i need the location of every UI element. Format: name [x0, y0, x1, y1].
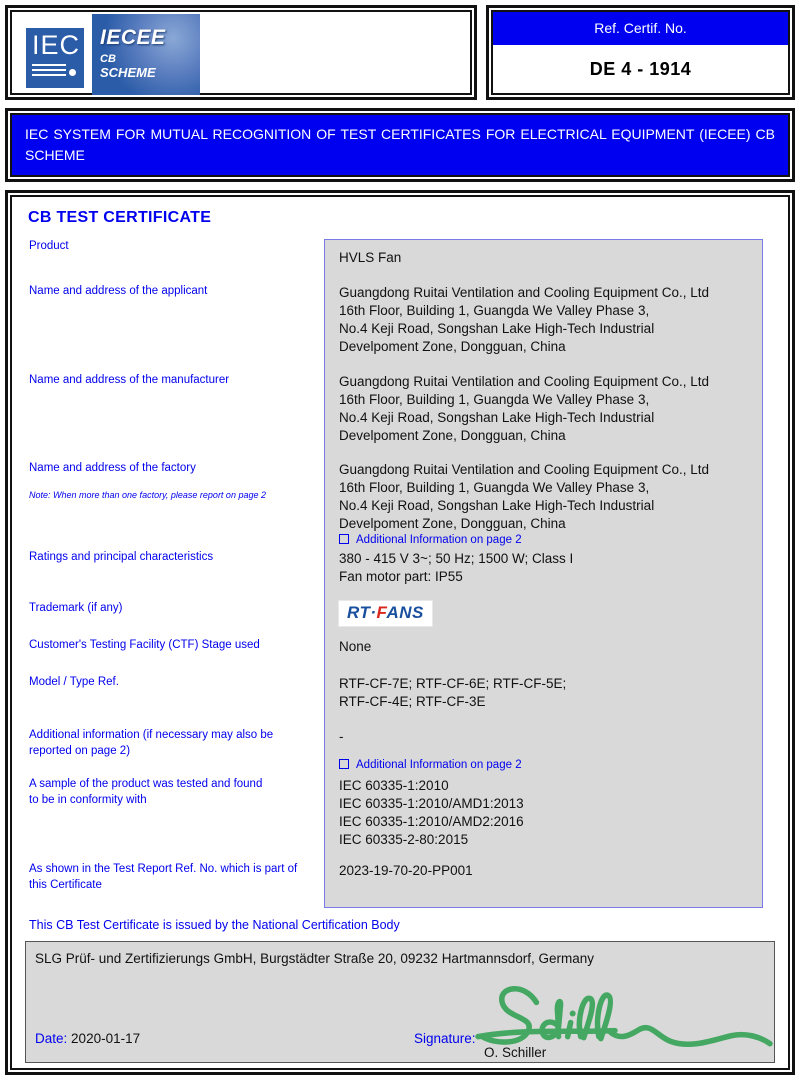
model-label: Model / Type Ref. [29, 676, 119, 689]
signer-name: O. Schiller [484, 1045, 547, 1061]
model-value [339, 675, 754, 711]
field-row-ratings [24, 550, 776, 601]
iec-logo-lines [32, 64, 78, 76]
factory-label: Name and address of the factory [29, 462, 196, 474]
manufacturer-address-line: Develpoment Zone, Dongguan, China [339, 428, 566, 443]
factory-address-line: Develpoment Zone, Dongguan, China [339, 516, 566, 531]
rt-fans-trademark-logo [339, 601, 432, 626]
field-row-model [24, 675, 776, 728]
factory-address-line: 16th Floor, Building 1, Guangda We Valley Phase 3, [339, 480, 650, 495]
field-row-applicant [24, 284, 776, 373]
iec-logo-text: IEC [32, 30, 81, 60]
additional-info-label-line: Additional information (if necessary may also be [29, 729, 274, 742]
applicant-address-line: Develpoment Zone, Dongguan, China [339, 339, 566, 354]
applicant-label: Name and address of the applicant [29, 285, 208, 297]
ref-certif-inner [491, 10, 790, 95]
ratings-value [339, 550, 754, 586]
ratings-label: Ratings and principal characteristics [29, 551, 214, 563]
scheme-banner-block [5, 108, 795, 182]
field-row-factory [24, 461, 776, 550]
field-row-manufacturer [24, 373, 776, 461]
test-report-label-line: As shown in the Test Report Ref. No. which is part of [29, 863, 298, 876]
manufacturer-address-line: Guangdong Ruitai Ventilation and Cooling Equipment Co., Ltd [339, 374, 710, 389]
standard-item: IEC 60335-1:2010/AMD2:2016 [339, 814, 524, 830]
iecee-scheme-text: SCHEME [100, 65, 156, 80]
certificate-fields-table [24, 239, 776, 908]
factory-address [339, 461, 754, 533]
applicant-address-line: 16th Floor, Building 1, Guangda We Valley Phase 3, [339, 303, 650, 318]
field-row-trademark [24, 601, 776, 638]
additional-info-checkbox [339, 759, 349, 769]
conformity-label-line: A sample of the product was tested and found [29, 778, 263, 791]
model-line: RTF-CF-4E; RTF-CF-3E [339, 694, 486, 710]
iec-logo-icon [26, 28, 84, 88]
standard-item: IEC 60335-1:2010 [339, 778, 449, 794]
date-group [35, 1031, 140, 1046]
ref-certif-block [486, 5, 795, 100]
ref-certif-number: DE 4 - 1914 [589, 58, 692, 79]
trademark-label: Trademark (if any) [29, 602, 123, 614]
additional-info-value: - [339, 729, 344, 745]
logo-block [5, 5, 477, 100]
field-row-additional-info [24, 728, 776, 777]
test-report-label [29, 862, 310, 892]
ncb-name: SLG Prüf- und Zertifizierungs GmbH, Burgstädter Straße 20, 09232 Hartmannsdorf, Germany [35, 951, 594, 967]
conformity-label-line: to be in conformity with [29, 793, 147, 806]
certificate-body-inner [10, 195, 790, 1070]
ratings-line: 380 - 415 V 3~; 50 Hz; 1500 W; Class I [339, 551, 574, 566]
signature-label: Signature: [414, 1031, 476, 1047]
manufacturer-address [339, 373, 754, 445]
iecee-cb-scheme-logo-icon [92, 14, 200, 95]
date-label: Date: [35, 1031, 68, 1047]
additional-info-text: Additional Information on page 2 [356, 534, 522, 546]
ncb-panel [25, 941, 775, 1063]
trademark-text-red: F [376, 603, 387, 622]
test-report-number: 2023-19-70-20-PP001 [339, 863, 473, 879]
header-row [5, 5, 795, 100]
trademark-text-blue: RT· [347, 603, 377, 622]
trademark-text-blue: ANS [386, 603, 424, 622]
ratings-line: Fan motor part: IP55 [339, 569, 463, 584]
field-row-ctf [24, 638, 776, 675]
test-report-label-line: this Certificate [29, 878, 102, 891]
field-row-product [24, 239, 776, 284]
conformity-label [29, 777, 310, 807]
certificate-body-block [5, 190, 795, 1075]
iec-logo-dot [69, 69, 76, 76]
product-label: Product [29, 240, 69, 252]
applicant-address [339, 284, 754, 356]
additional-info-checkbox [339, 534, 349, 544]
scheme-banner-inner [10, 113, 790, 177]
iecee-cb-text: CB [100, 53, 116, 65]
standard-item: IEC 60335-2-80:2015 [339, 832, 469, 848]
issued-statement: This CB Test Certificate is issued by the National Certification Body [29, 918, 400, 933]
additional-info-page2 [339, 759, 754, 771]
standard-item: IEC 60335-1:2010/AMD1:2013 [339, 796, 524, 812]
logo-block-inner [10, 10, 472, 95]
ref-certif-label: Ref. Certif. No. [493, 12, 788, 45]
model-line: RTF-CF-7E; RTF-CF-6E; RTF-CF-5E; [339, 676, 567, 692]
additional-info-text: Additional Information on page 2 [356, 759, 522, 772]
factory-address-line: No.4 Keji Road, Songshan Lake High-Tech Industrial [339, 498, 655, 513]
additional-info-label [29, 728, 310, 758]
date-value: 2020-01-17 [71, 1031, 141, 1047]
applicant-address-line: Guangdong Ruitai Ventilation and Cooling Equipment Co., Ltd [339, 285, 710, 300]
field-row-conformity [24, 777, 776, 862]
factory-address-line: Guangdong Ruitai Ventilation and Cooling Equipment Co., Ltd [339, 462, 710, 477]
applicant-address-line: No.4 Keji Road, Songshan Lake High-Tech Industrial [339, 321, 655, 336]
manufacturer-label: Name and address of the manufacturer [29, 374, 230, 386]
ctf-value: None [339, 639, 372, 655]
factory-note: Note: When more than one factory, please report on page 2 [29, 490, 266, 501]
additional-info-label-line: reported on page 2) [29, 744, 131, 757]
ctf-label: Customer's Testing Facility (CTF) Stage used [29, 639, 260, 652]
factory-additional-info [339, 534, 754, 546]
scheme-banner-text: IEC SYSTEM FOR MUTUAL RECOGNITION OF TEST CERTIFICATES FOR ELECTRICAL EQUIPMENT (IECEE) CB SCHEME [25, 126, 775, 163]
iecee-logo-text: IECEE [100, 26, 166, 49]
standards-list [339, 777, 754, 849]
page-title: CB TEST CERTIFICATE [28, 209, 212, 226]
field-row-test-report [24, 862, 776, 908]
product-value: HVLS Fan [339, 250, 402, 265]
manufacturer-address-line: No.4 Keji Road, Songshan Lake High-Tech Industrial [339, 410, 655, 425]
manufacturer-address-line: 16th Floor, Building 1, Guangda We Valley Phase 3, [339, 392, 650, 407]
